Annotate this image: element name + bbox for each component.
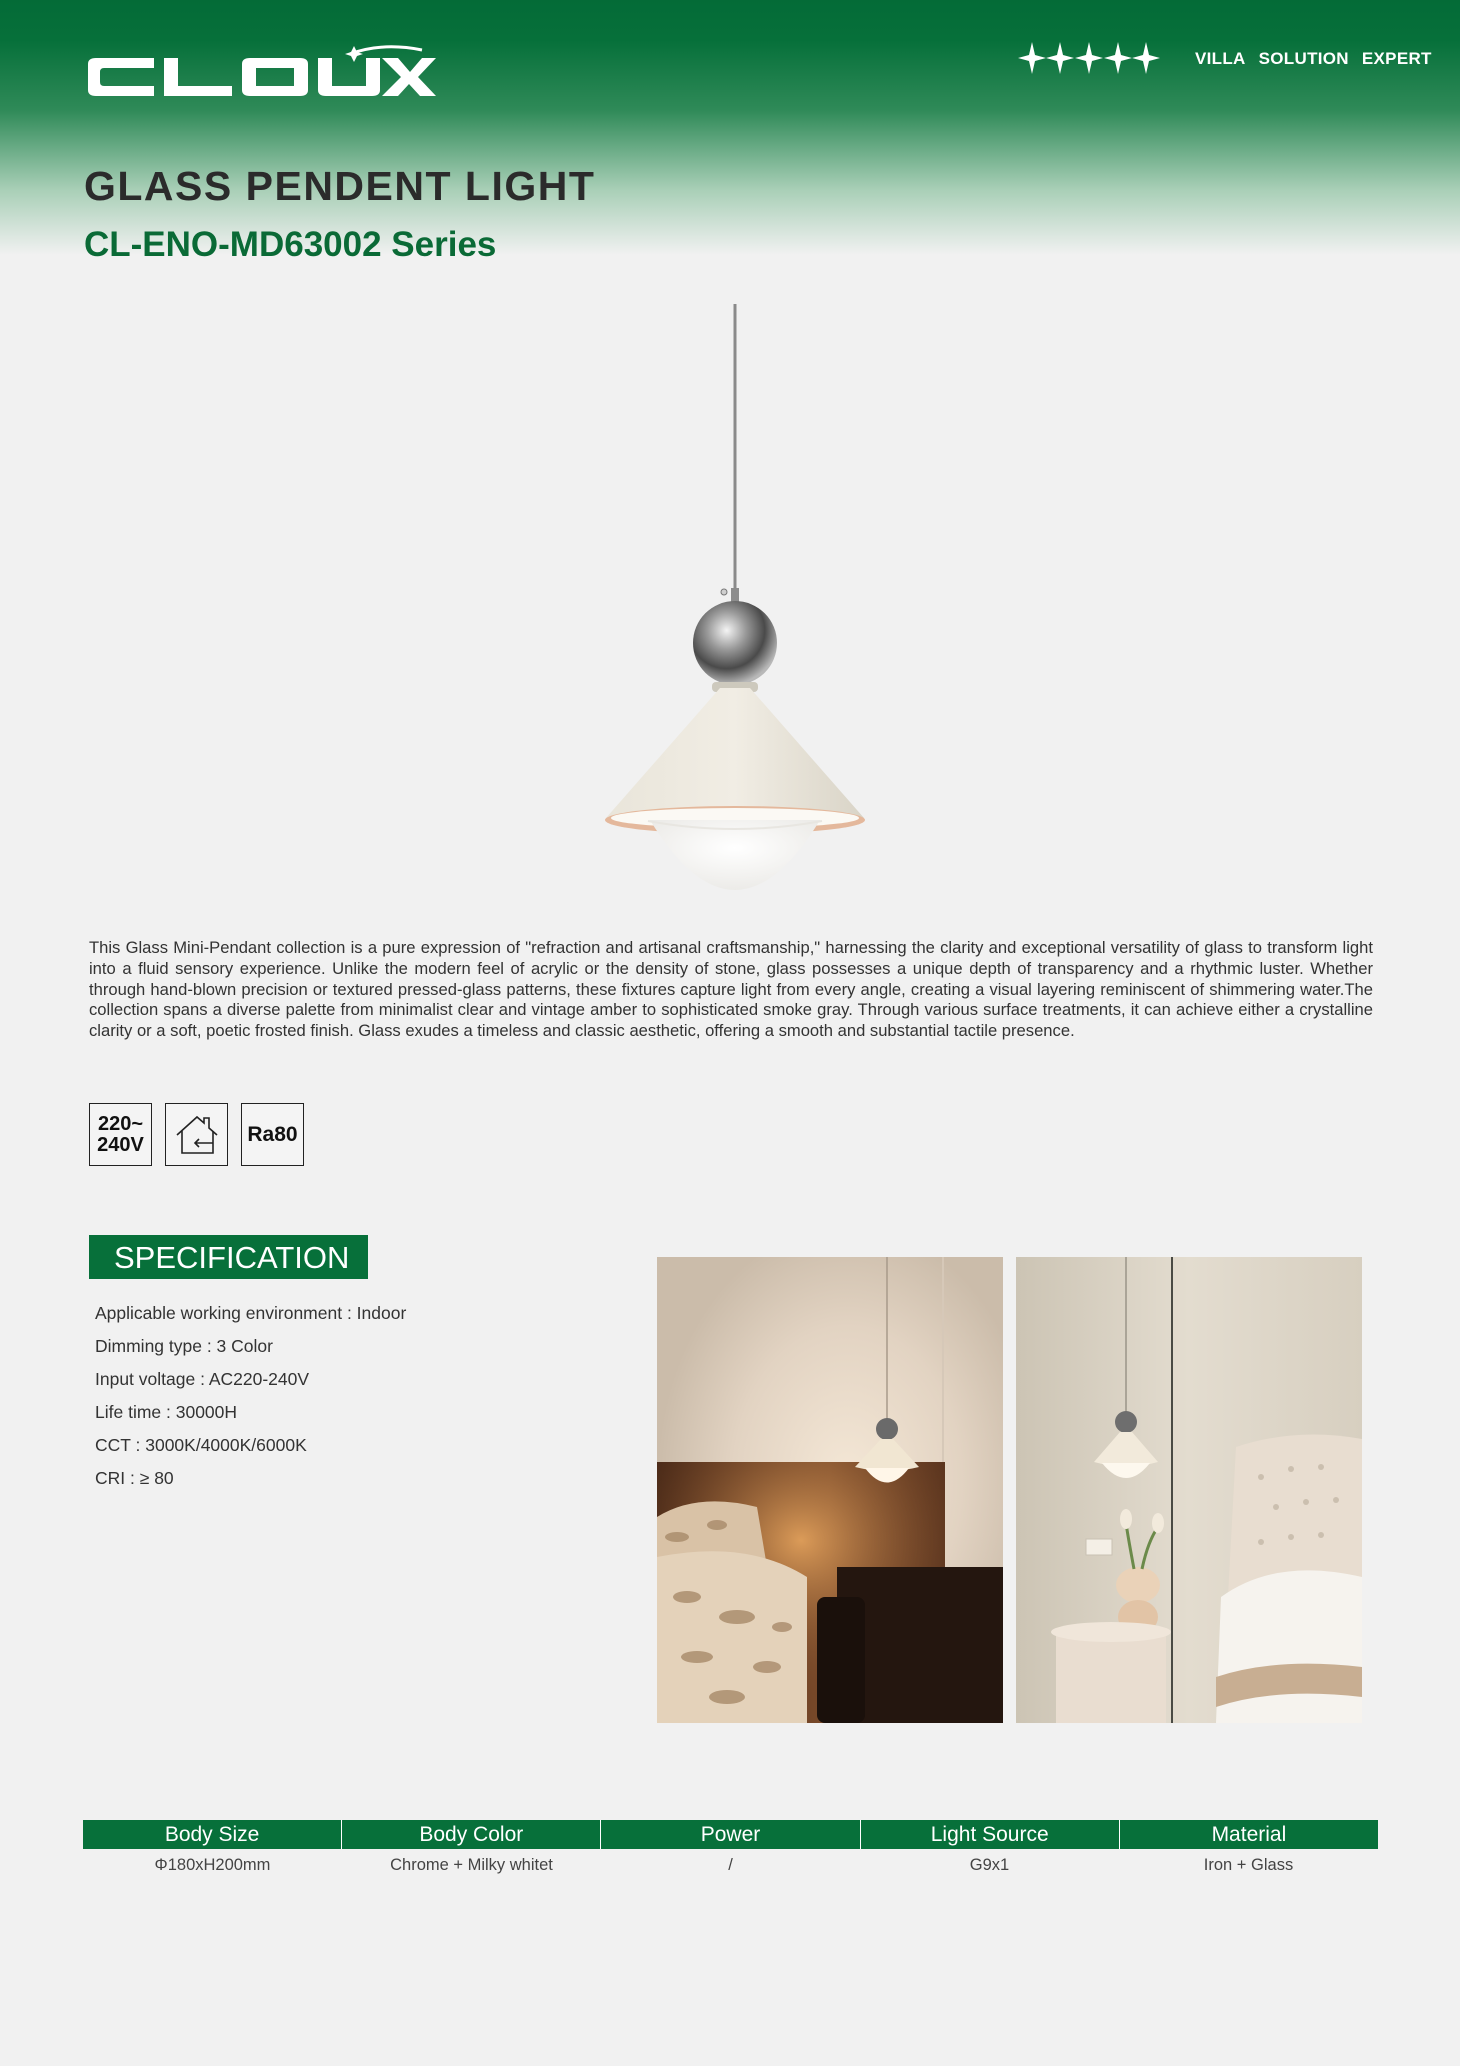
specification-list xyxy=(95,1302,406,1500)
product-description: This Glass Mini-Pendant collection is a pure expression of "refraction and artisanal craftsmanship," harnessing the clarity and exceptional versatility of glass to transform light into a fluid sensory experience. Unlike the modern feel of acrylic or the density of stone, glass possesses a unique depth of transparency and a rhythmic luster. Whether through hand-blown precision or textured pressed-glass patterns, these fixtures capture light from every angle, creating a visual layering reminiscent of shimmering water.The collection spans a diverse palette from minimalist clear and vintage amber to sophisticated smoke gray. Through various surface treatments, it can achieve either a crystalline clarity or a soft, poetic frosted finish. Glass exudes a timeless and classic aesthetic, offering a smooth and substantial tactile presence. xyxy=(89,938,1373,1041)
table-cell-body-color: Chrome + Milky whitet xyxy=(390,1856,553,1874)
bedroom-photo-light xyxy=(1016,1257,1362,1723)
voltage-badge-line1: 220~ xyxy=(97,1112,144,1135)
voltage-badge-line2: 240V xyxy=(97,1133,144,1156)
product-title: GLASS PENDENT LIGHT xyxy=(84,163,596,209)
table-header-body-color: Body Color xyxy=(342,1820,601,1849)
table-header-power: Power xyxy=(601,1820,860,1849)
cloux-logo xyxy=(82,40,436,102)
table-cell-material: Iron + Glass xyxy=(1203,1856,1294,1874)
tagline-word-expert: EXPERT xyxy=(1361,49,1432,68)
spec-item-environment: Applicable working environment : Indoor xyxy=(95,1303,407,1323)
product-spec-table xyxy=(83,1820,1378,1883)
feature-badges xyxy=(89,1103,304,1166)
bedroom-photo-dark xyxy=(657,1257,1003,1723)
table-header-material: Material xyxy=(1211,1823,1287,1846)
table-header-body-size: Body Size xyxy=(83,1820,342,1849)
table-header-row xyxy=(83,1820,1378,1849)
table-cell-power: / xyxy=(728,1856,733,1874)
pendant-lamp-image xyxy=(560,300,900,900)
specification-heading: SPECIFICATION xyxy=(89,1235,368,1279)
tagline-word-villa: VILLA xyxy=(1195,49,1246,68)
spec-item-cri: CRI : ≥ 80 xyxy=(95,1468,174,1488)
five-stars-icon xyxy=(1018,40,1160,76)
tagline xyxy=(1195,49,1440,69)
spec-item-voltage: Input voltage : AC220-240V xyxy=(95,1369,310,1389)
table-row xyxy=(83,1849,1378,1883)
table-cell-body-size: Φ180xH200mm xyxy=(154,1856,271,1874)
indoor-house-icon xyxy=(165,1103,228,1166)
cri-badge: Ra80 xyxy=(241,1103,304,1166)
product-series: CL-ENO-MD63002 Series xyxy=(84,225,497,264)
header-gradient xyxy=(0,0,1460,260)
voltage-badge xyxy=(89,1103,152,1166)
spec-item-cct: CCT : 3000K/4000K/6000K xyxy=(95,1435,307,1455)
spec-item-dimming: Dimming type : 3 Color xyxy=(95,1336,273,1356)
tagline-word-solution: SOLUTION xyxy=(1258,49,1349,68)
spec-item-lifetime: Life time : 30000H xyxy=(95,1402,238,1422)
table-cell-light-source: G9x1 xyxy=(969,1856,1010,1874)
table-header-light-source: Light Source xyxy=(861,1820,1120,1849)
